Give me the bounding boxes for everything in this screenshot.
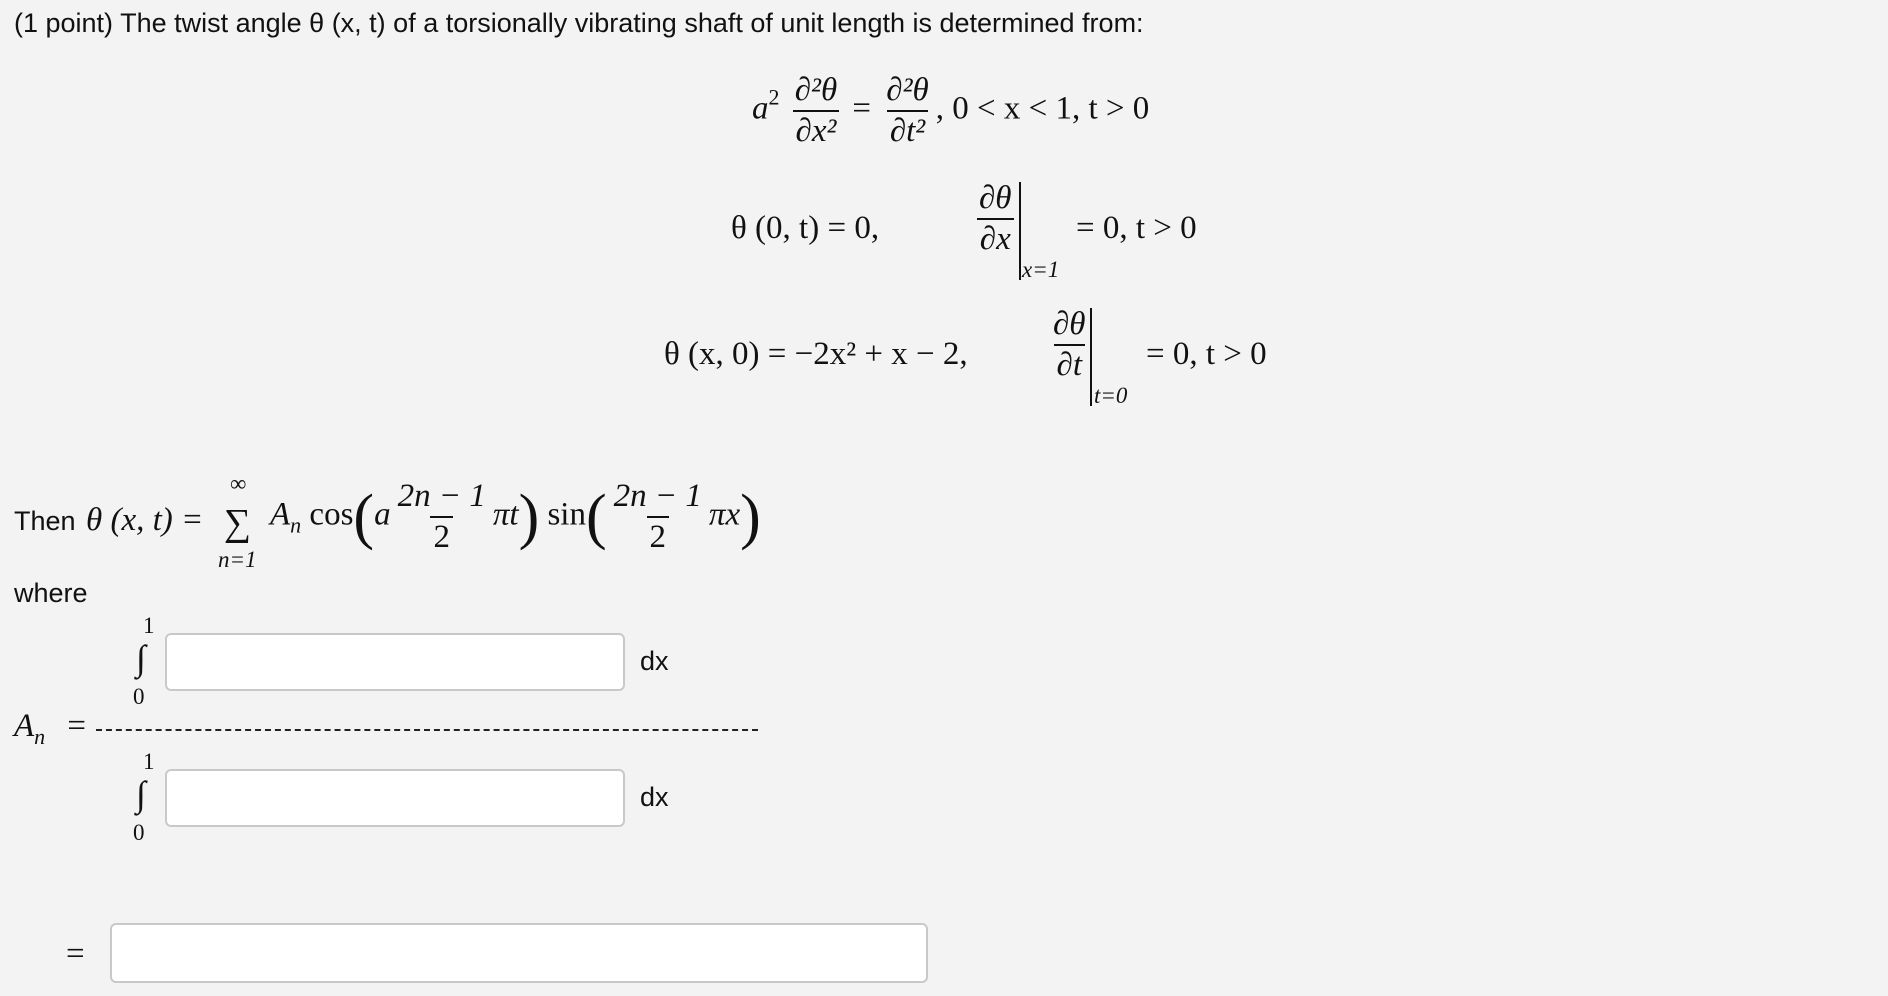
den-integral-lower: 0 bbox=[133, 820, 145, 845]
sin-frac-num: 2n − 1 bbox=[613, 478, 702, 514]
cos-frac-den: 2 bbox=[430, 516, 453, 554]
cos-open-paren: ( bbox=[353, 483, 375, 551]
bc-deriv-fraction bbox=[976, 182, 1015, 256]
pde-lhs-num: ∂²θ bbox=[794, 72, 838, 108]
sin-fraction bbox=[611, 480, 705, 554]
sin-open-paren: ( bbox=[585, 483, 607, 551]
ic-eval-bar bbox=[1090, 308, 1092, 406]
where-label: where bbox=[14, 578, 88, 608]
sin-close-paren: ) bbox=[740, 483, 761, 551]
den-integral-sign: ∫ bbox=[136, 774, 146, 814]
cos-close-paren: ) bbox=[518, 483, 540, 551]
ic-left: θ (x, 0) = −2x² + x − 2, bbox=[664, 336, 968, 372]
cos-label: cos bbox=[309, 496, 354, 533]
sum-upper: ∞ bbox=[230, 471, 247, 496]
point-label: (1 point) bbox=[14, 8, 114, 38]
bc-derivative bbox=[972, 182, 1019, 256]
den-integral-upper: 1 bbox=[143, 749, 155, 774]
num-integral-lower: 0 bbox=[133, 684, 145, 709]
an-sub: n bbox=[34, 724, 46, 749]
series-coef: A bbox=[270, 496, 291, 533]
ic-right: = 0, t > 0 bbox=[1146, 336, 1267, 372]
sin-frac-den: 2 bbox=[647, 516, 670, 554]
final-equals: = bbox=[66, 936, 85, 972]
ic-deriv-den: ∂t bbox=[1054, 344, 1085, 382]
pde-coef: a bbox=[752, 90, 769, 127]
intro-text: The twist angle θ (x, t) of a torsionally vibrating shaft of unit length is determined from: bbox=[120, 8, 1144, 38]
sum-lower: n=1 bbox=[218, 547, 257, 572]
bc-deriv-num: ∂θ bbox=[979, 180, 1012, 216]
numerator-input[interactable] bbox=[165, 633, 625, 691]
ic-eval-at: t=0 bbox=[1094, 383, 1128, 408]
problem-statement bbox=[14, 8, 1144, 39]
num-dx: dx bbox=[640, 646, 669, 676]
pde-coef-exp: 2 bbox=[768, 84, 780, 110]
bc-right: = 0, t > 0 bbox=[1076, 210, 1197, 246]
denominator-input[interactable] bbox=[165, 769, 625, 827]
series-coef-sub: n bbox=[290, 512, 302, 538]
pde-equation bbox=[752, 74, 1149, 148]
pde-lhs-den: ∂x² bbox=[793, 110, 840, 148]
cos-frac-num: 2n − 1 bbox=[397, 478, 486, 514]
pde-domain: , 0 < x < 1, t > 0 bbox=[935, 90, 1150, 127]
pde-rhs-den: ∂t² bbox=[887, 110, 928, 148]
solution-lhs bbox=[86, 504, 203, 537]
pde-rhs-num: ∂²θ bbox=[886, 72, 929, 108]
fraction-dashed-line bbox=[96, 729, 758, 731]
then-label: Then bbox=[14, 506, 76, 536]
ic-deriv-num: ∂θ bbox=[1053, 306, 1086, 342]
pde-equals: = bbox=[852, 90, 872, 127]
pde-lhs-fraction bbox=[792, 74, 840, 148]
ic-deriv-fraction bbox=[1050, 308, 1089, 382]
cos-fraction bbox=[395, 480, 489, 554]
an-label bbox=[14, 710, 86, 748]
wave-speed-a: a bbox=[374, 496, 391, 533]
an-equals: = bbox=[67, 708, 87, 744]
sum-symbol: ∑ bbox=[224, 502, 252, 544]
bc-eval-bar bbox=[1019, 182, 1021, 280]
bc-deriv-den: ∂x bbox=[977, 218, 1014, 256]
an-symbol: A bbox=[14, 708, 35, 744]
pi-x: πx bbox=[708, 496, 741, 533]
num-integral-sign: ∫ bbox=[136, 638, 146, 678]
num-integral-upper: 1 bbox=[143, 613, 155, 638]
series-term bbox=[270, 480, 761, 554]
final-answer-input[interactable] bbox=[110, 923, 928, 983]
pi-t: πt bbox=[492, 496, 519, 533]
ic-derivative bbox=[1046, 308, 1093, 382]
sin-label: sin bbox=[547, 496, 586, 533]
theta-xt: θ (x, t) = bbox=[86, 502, 204, 538]
den-dx: dx bbox=[640, 782, 669, 812]
pde-rhs-fraction bbox=[883, 74, 931, 148]
bc-eval-at: x=1 bbox=[1022, 257, 1060, 282]
bc-left: θ (0, t) = 0, bbox=[731, 210, 880, 246]
